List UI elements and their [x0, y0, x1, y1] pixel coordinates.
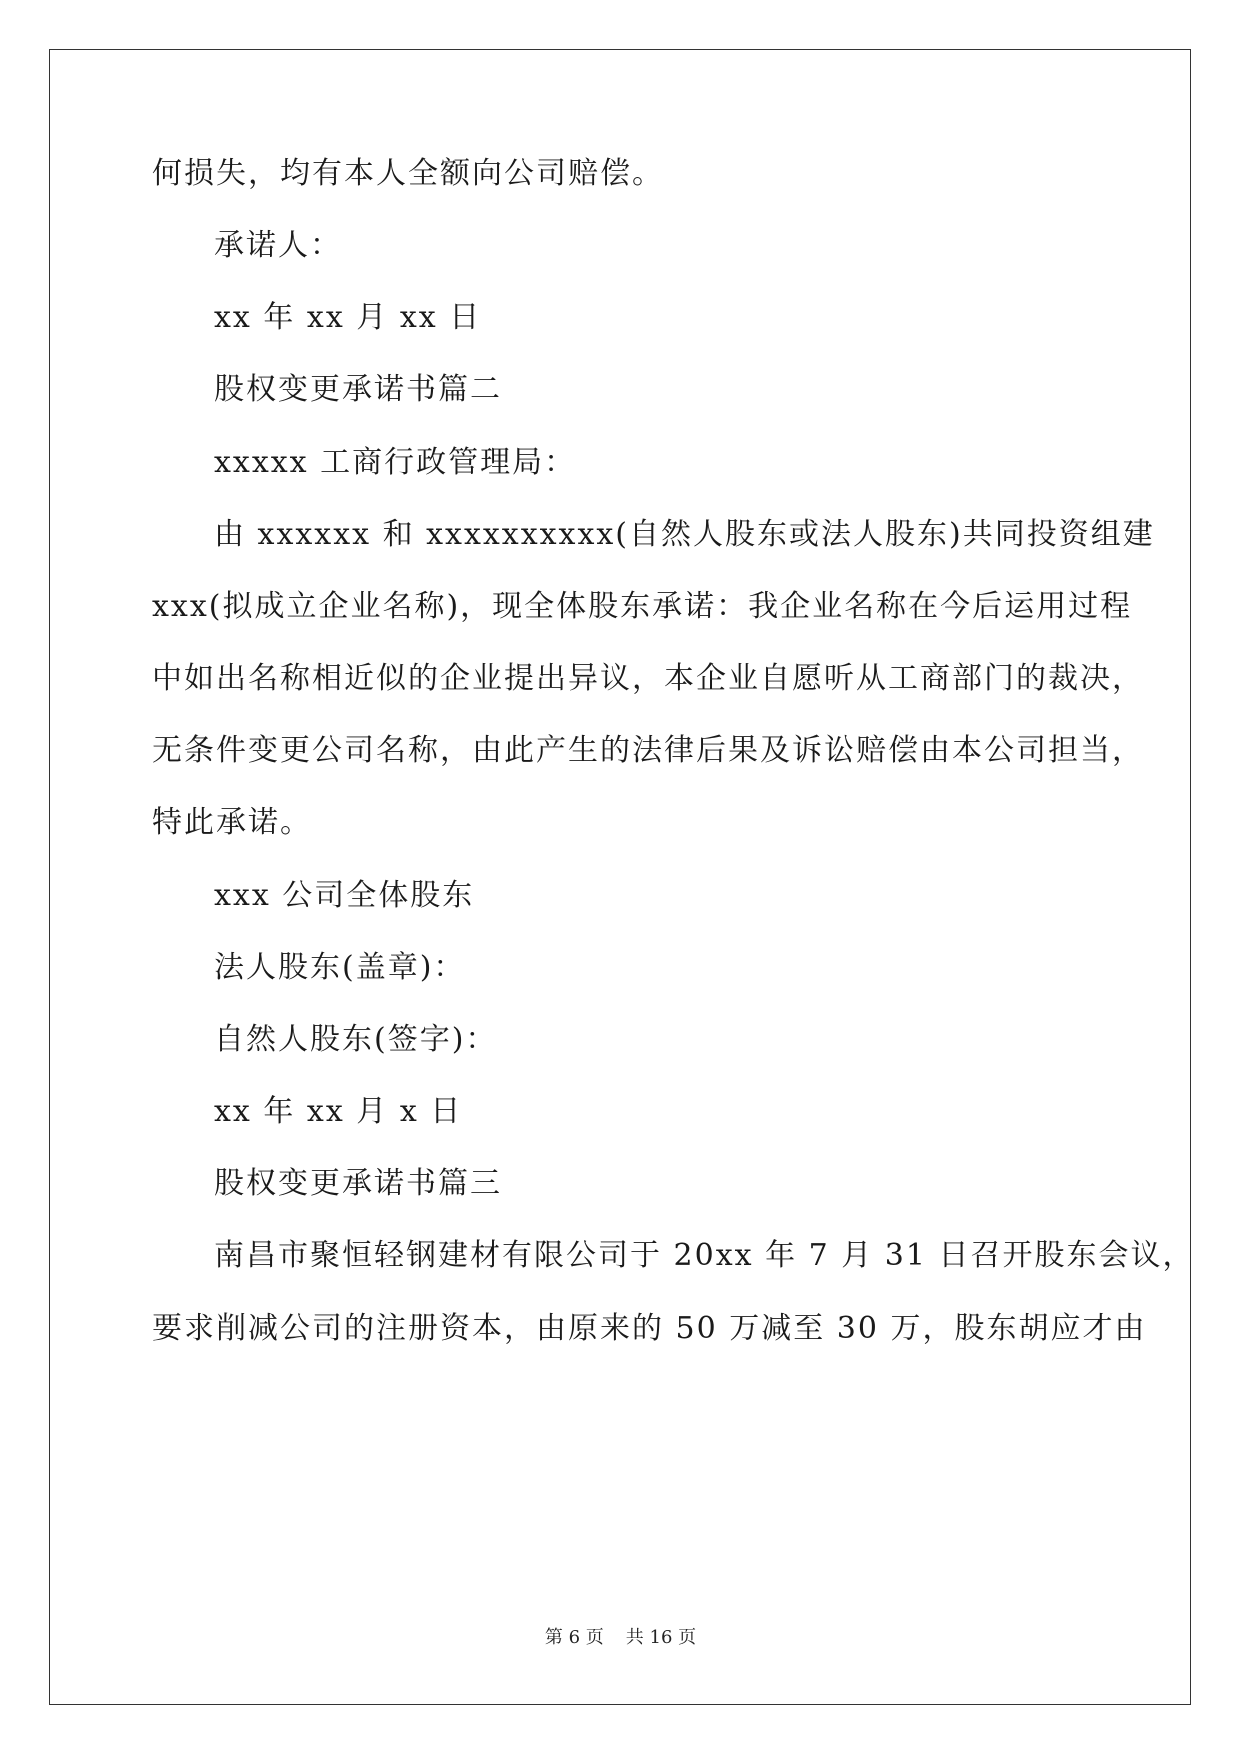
company-shareholders: xxx 公司全体股东: [214, 878, 475, 913]
paragraph-3-line-1: 南昌市聚恒轻钢建材有限公司于 20xx 年 7 月 31 日召开股东会议，: [214, 1238, 1195, 1273]
paragraph-3-line-2: 要求削减公司的注册资本，由原来的 50 万减至 30 万，股东胡应才由: [152, 1311, 1147, 1346]
natural-shareholder-signature: 自然人股东(签字)：: [214, 1022, 498, 1057]
legal-shareholder-seal: 法人股东(盖章)：: [214, 950, 466, 985]
page-footer: [0, 1626, 1241, 1650]
page-number-current: 第 6 页: [544, 1627, 604, 1648]
date-line-1: xx 年 xx 月 xx 日: [214, 300, 482, 335]
paragraph-2-line-1: 由 xxxxxx 和 xxxxxxxxxx(自然人股东或法人股东)共同投资组建: [214, 517, 1155, 552]
page-number-total: 共 16 页: [625, 1627, 697, 1648]
paragraph-2-line-3: 中如出名称相近似的企业提出异议，本企业自愿听从工商部门的裁决，: [152, 661, 1144, 696]
section-heading-2: 股权变更承诺书篇二: [214, 372, 502, 407]
addressee: xxxxx 工商行政管理局：: [214, 445, 577, 480]
paragraph-2-line-5: 特此承诺。: [152, 805, 312, 840]
date-line-2: xx 年 xx 月 x 日: [214, 1094, 463, 1129]
paragraph-2-line-2: xxx(拟成立企业名称)，现全体股东承诺：我企业名称在今后运用过程: [152, 589, 1133, 624]
section-heading-3: 股权变更承诺书篇三: [214, 1166, 502, 1201]
body-line-1: 何损失，均有本人全额向公司赔偿。: [152, 156, 664, 191]
paragraph-2-line-4: 无条件变更公司名称，由此产生的法律后果及诉讼赔偿由本公司担当，: [152, 733, 1144, 768]
signatory-label: 承诺人：: [214, 228, 342, 263]
